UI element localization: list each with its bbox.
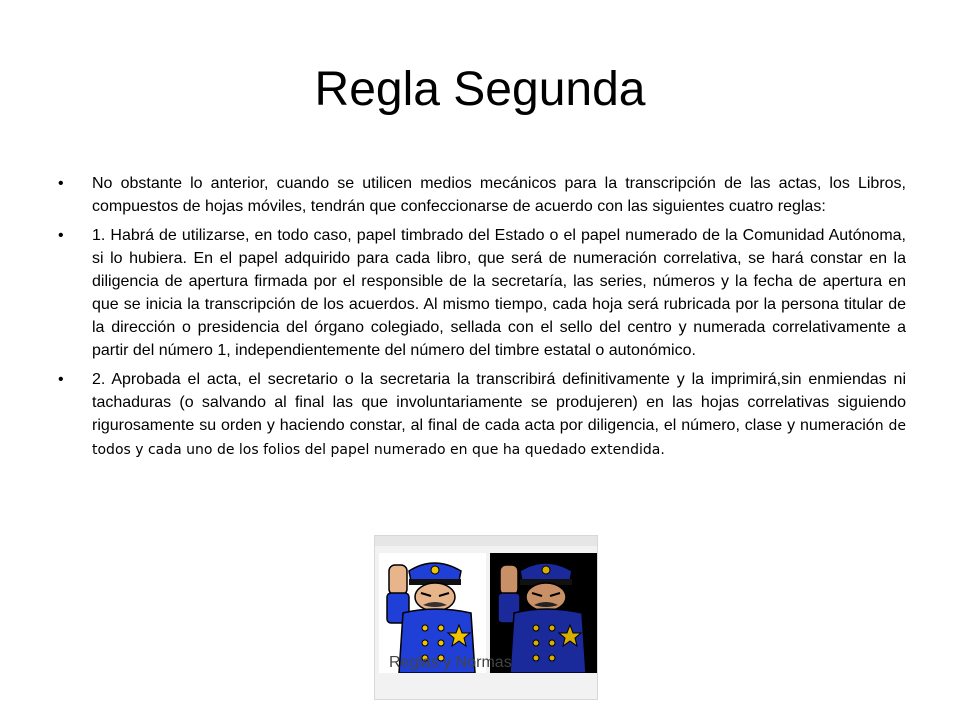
figure-top-bar [375, 536, 597, 546]
bullet-marker: • [58, 227, 64, 244]
bullet-text: No obstante lo anterior, cuando se utilicen medios mecánicos para la transcripción de las actas, los Libros, compuestos de hojas móviles, tendrán que confeccionarse de acuerdo con las siguientes cuatro reglas: [92, 175, 906, 215]
bullet-text [92, 368, 906, 462]
figure-caption: Reglas y Normas [389, 654, 512, 671]
bullet-item [58, 368, 906, 462]
police-figure [374, 535, 598, 700]
bullet-marker: • [58, 371, 64, 388]
bullet-text-main: 2. Aprobada el acta, el secretario o la secretaria la transcribirá definitivamente y la imprimirá,sin enmiendas ni tachaduras (o salvando al final las que involuntariamente se produjeren) en las hojas correlativas siguiendo rigurosamente su orden y haciendo constar, al final de cada acta por diligencia, el número, clase y numeració [92, 371, 906, 434]
bullet-list [58, 172, 906, 468]
bullet-text: 1. Habrá de utilizarse, en todo caso, papel timbrado del Estado o el papel numerado de la Comunidad Autónoma, si lo hubiera. En el papel adquirido para cada libro, que será de numeración correlativa, se hará constar en la diligencia de apertura firmada por el responsible de la secretaría, las series, números y la fecha de apertura en que se inicia la transcripción de los acuerdos. Al mismo tiempo, cada hoja será rubricada por la persona titular de la dirección o presidencia del órgano colegiado, sellada con el sello del centro y numerada correlativamente a partir del número 1, independientemente del número del timbre estatal o autonómico. [92, 227, 906, 359]
bullet-item [58, 224, 906, 362]
bullet-item [58, 172, 906, 218]
bullet-marker: • [58, 175, 64, 192]
bullet-text-tail: n de todos y cada uno de los folios del papel numerado en que ha quedado extendida. [92, 418, 906, 458]
slide-title: Regla Segunda [314, 63, 646, 116]
